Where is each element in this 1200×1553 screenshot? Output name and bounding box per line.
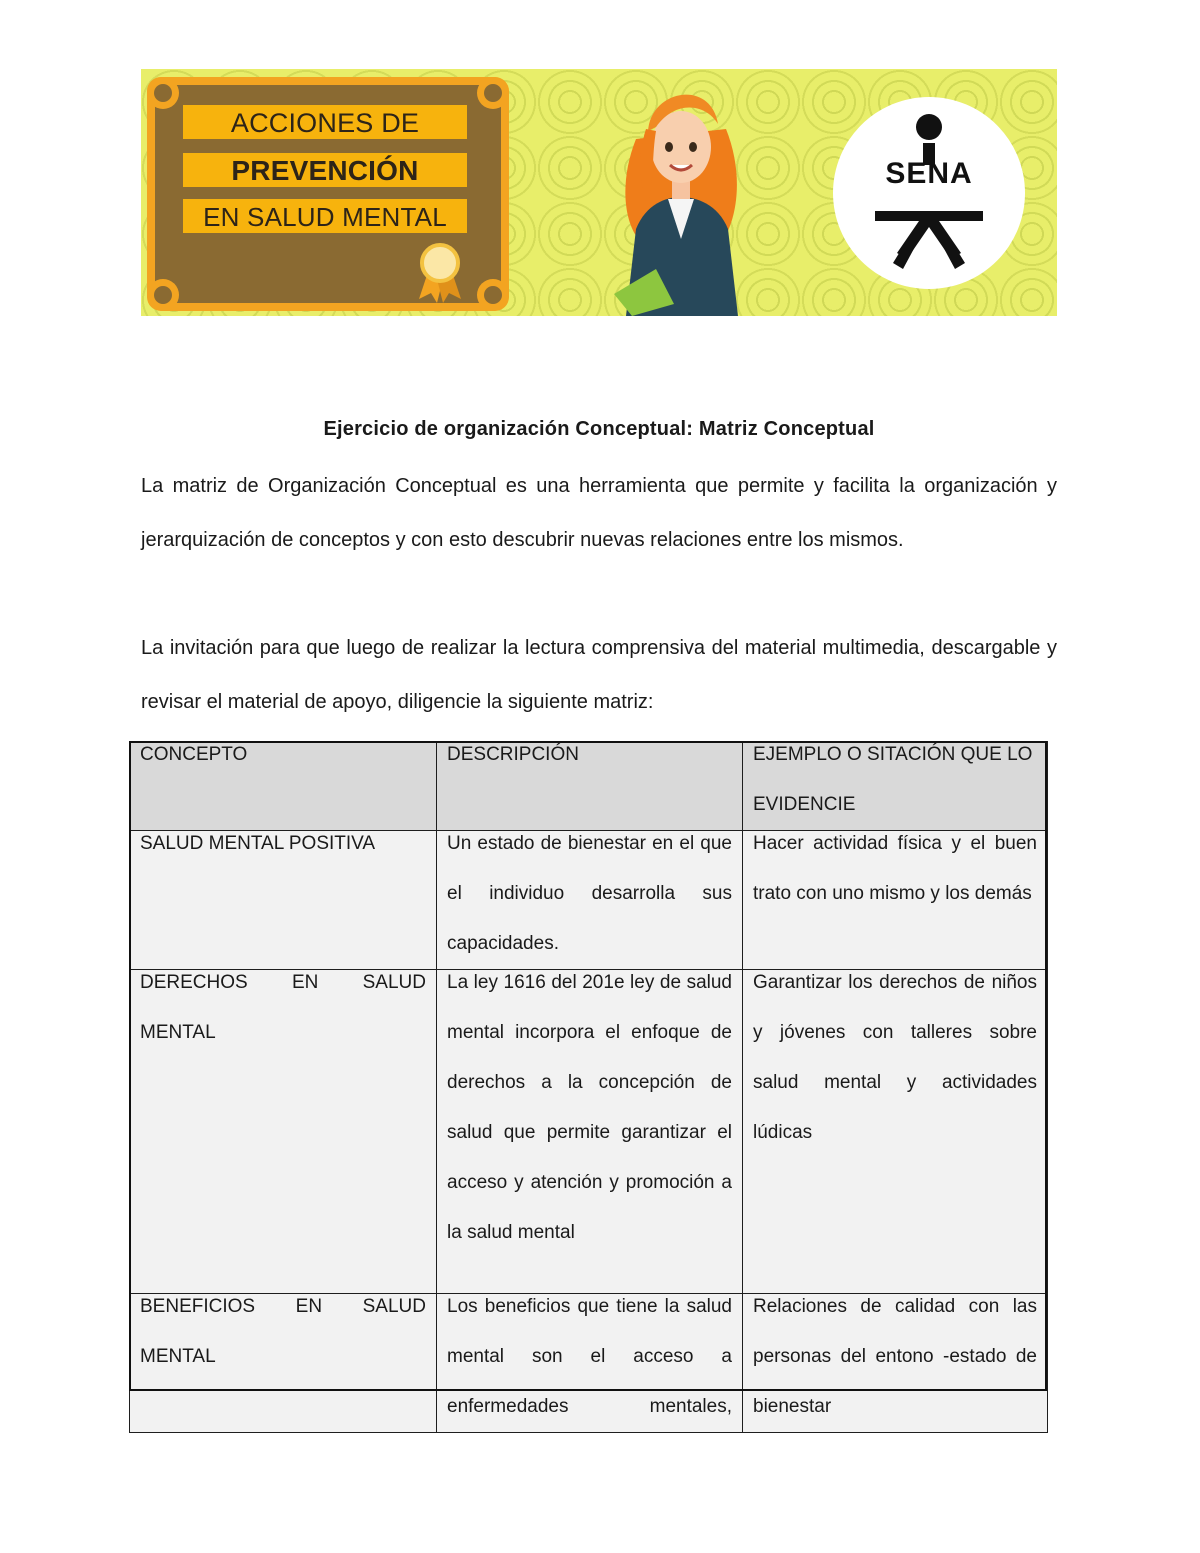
banner-line-3: EN SALUD MENTAL bbox=[183, 199, 467, 233]
cell-description: Un estado de bienestar en el que el individuo desarrolla sus capacidades. bbox=[437, 831, 743, 970]
intro-paragraph: La matriz de Organización Conceptual es una herramienta que permite y facilita la organización y jerarquización de conceptos y con esto descubrir nuevas relaciones entre los mismos. bbox=[141, 475, 1057, 551]
sena-logo bbox=[833, 97, 1025, 289]
header-concept: CONCEPTO bbox=[130, 742, 437, 831]
cell-example: Garantizar los derechos de niños y jóvenes con talleres sobre salud mental y actividades lúdicas bbox=[743, 970, 1048, 1294]
cell-description: La ley 1616 del 201e ley de salud mental incorpora el enfoque de derechos a la concepción de salud que permite garantizar el acceso y atención y promoción a la salud mental bbox=[437, 970, 743, 1294]
banner-line-2: PREVENCIÓN bbox=[183, 153, 467, 187]
table-row bbox=[130, 970, 1048, 1294]
instruction-paragraph: La invitación para que luego de realizar la lectura comprensiva del material multimedia, descargable y revisar el material de apoyo, diligencie la siguiente matriz: bbox=[141, 637, 1057, 713]
woman-illustration bbox=[596, 69, 766, 316]
cell-example: Relaciones de calidad con las personas del entono -estado de bienestar bbox=[743, 1294, 1048, 1433]
table-header-row bbox=[130, 742, 1048, 831]
sena-logo-text: SENA bbox=[885, 157, 973, 190]
table-row bbox=[130, 831, 1048, 970]
cell-concept: DERECHOS EN SALUD MENTAL bbox=[130, 970, 437, 1294]
document-title: Ejercicio de organización Conceptual: Matriz Conceptual bbox=[323, 418, 875, 440]
header-example: EJEMPLO O SITACIÓN QUE LO EVIDENCIE bbox=[743, 742, 1048, 831]
cell-concept: BENEFICIOS EN SALUD MENTAL bbox=[130, 1294, 437, 1433]
cell-description: Los beneficios que tiene la salud mental son el acceso a enfermedades mentales, bbox=[437, 1294, 743, 1433]
header-banner bbox=[141, 69, 1057, 316]
cell-concept: SALUD MENTAL POSITIVA bbox=[130, 831, 437, 970]
cell-example: Hacer actividad física y el buen trato con uno mismo y los demás bbox=[743, 831, 1048, 970]
header-description: DESCRIPCIÓN bbox=[437, 742, 743, 831]
banner-line-1: ACCIONES DE bbox=[183, 105, 467, 139]
table-row bbox=[130, 1294, 1048, 1433]
conceptual-matrix-table bbox=[129, 741, 1048, 1433]
